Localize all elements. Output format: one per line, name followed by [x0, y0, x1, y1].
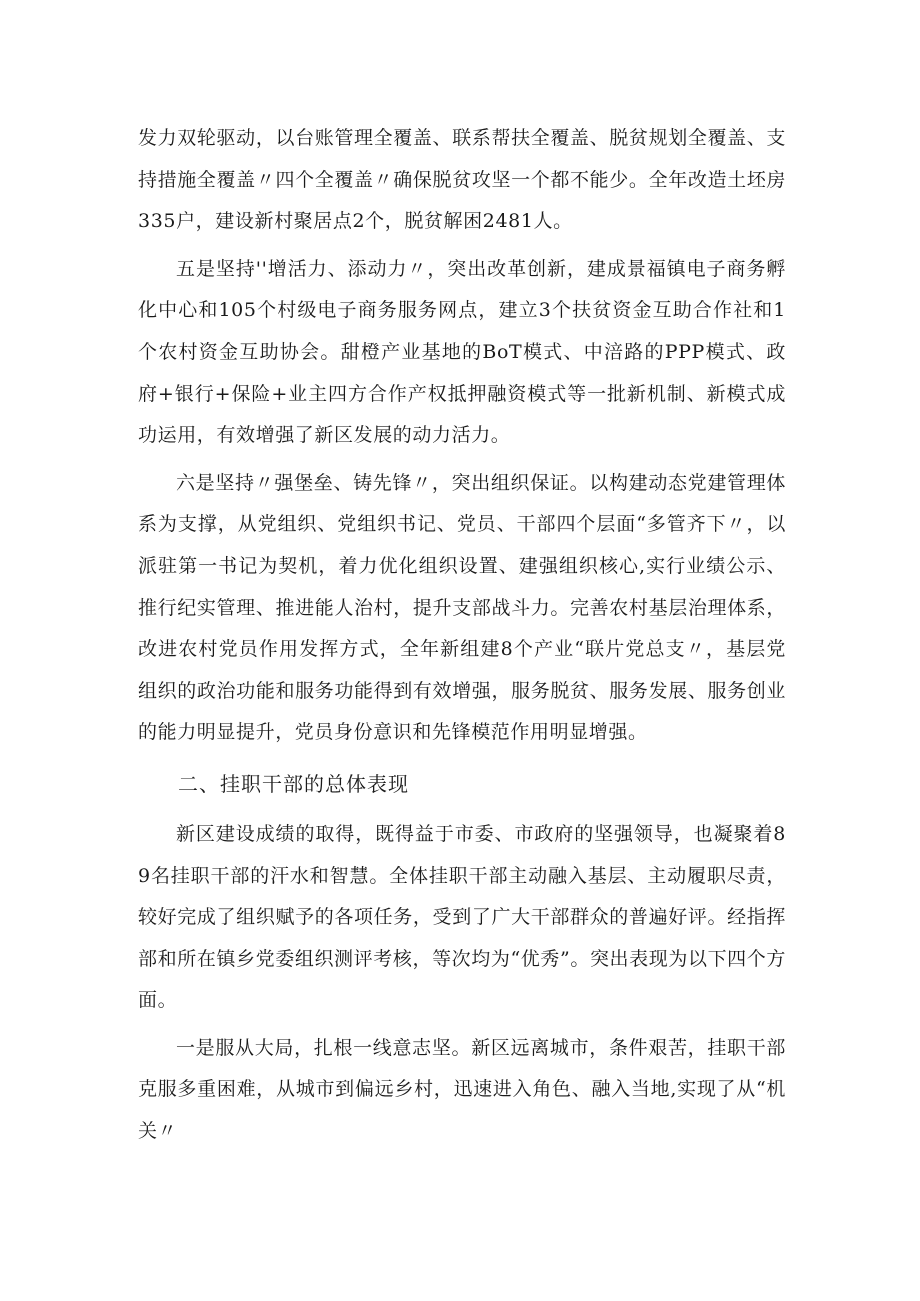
paragraph-continued: 发力双轮驱动，以台账管理全覆盖、联系帮扶全覆盖、脱贫规划全覆盖、支持措施全覆盖〃四个全覆盖〃确保脱贫攻坚一个都不能少。全年改造土坯房335户，建设新村聚居点2个，脱贫解困2481人。 — [138, 127, 786, 233]
document-body — [138, 118, 786, 1153]
paragraph-overall-performance: 新区建设成绩的取得，既得益于市委、市政府的坚强领导，也凝聚着89名挂职干部的汗水和智慧。全体挂职干部主动融入基层、主动履职尽责，较好完成了组织赋予的各项任务，受到了广大干部群众的普遍好评。经指挥部和所在镇乡党委组织测评考核，等次均为“优秀”。突出表现为以下四个方面。 — [138, 822, 786, 1012]
section-heading: 二、挂职干部的总体表现 — [178, 771, 409, 796]
paragraph-point-one: 一是服从大局，扎根一线意志坚。新区远离城市，条件艰苦，挂职干部克服多重困难，从城市到偏远乡村，迅速进入角色、融入当地,实现了从“机关〃 — [138, 1036, 786, 1143]
paragraph-point-five: 五是坚持''增活力、添动力〃，突出改革创新，建成景福镇电子商务孵化中心和105个村级电子商务服务网点，建立3个扶贫资金互助合作社和1个农村资金互助协会。甜橙产业基地的BoT模式、中涪路的PPP模式、政府+银行+保险+业主四方合作产权抵押融资模式等一批新机制、新模式成功运用，有效增强了新区发展的动力活力。 — [138, 257, 786, 447]
paragraph-point-six: 六是坚持〃强堡垒、铸先锋〃，突出组织保证。以构建动态党建管理体系为支撑，从党组织、党组织书记、党员、干部四个层面“多管齐下〃，以派驻第一书记为契机，着力优化组织设置、建强组织核心,实行业绩公示、推行纪实管理、推进能人治村，提升支部战斗力。完善农村基层治理体系，改进农村党员作用发挥方式，全年新组建8个产业“联片党总支〃，基层党组织的政治功能和服务功能得到有效增强，服务脱贫、服务发展、服务创业的能力明显提升，党员身份意识和先锋模范作用明显增强。 — [138, 471, 786, 744]
